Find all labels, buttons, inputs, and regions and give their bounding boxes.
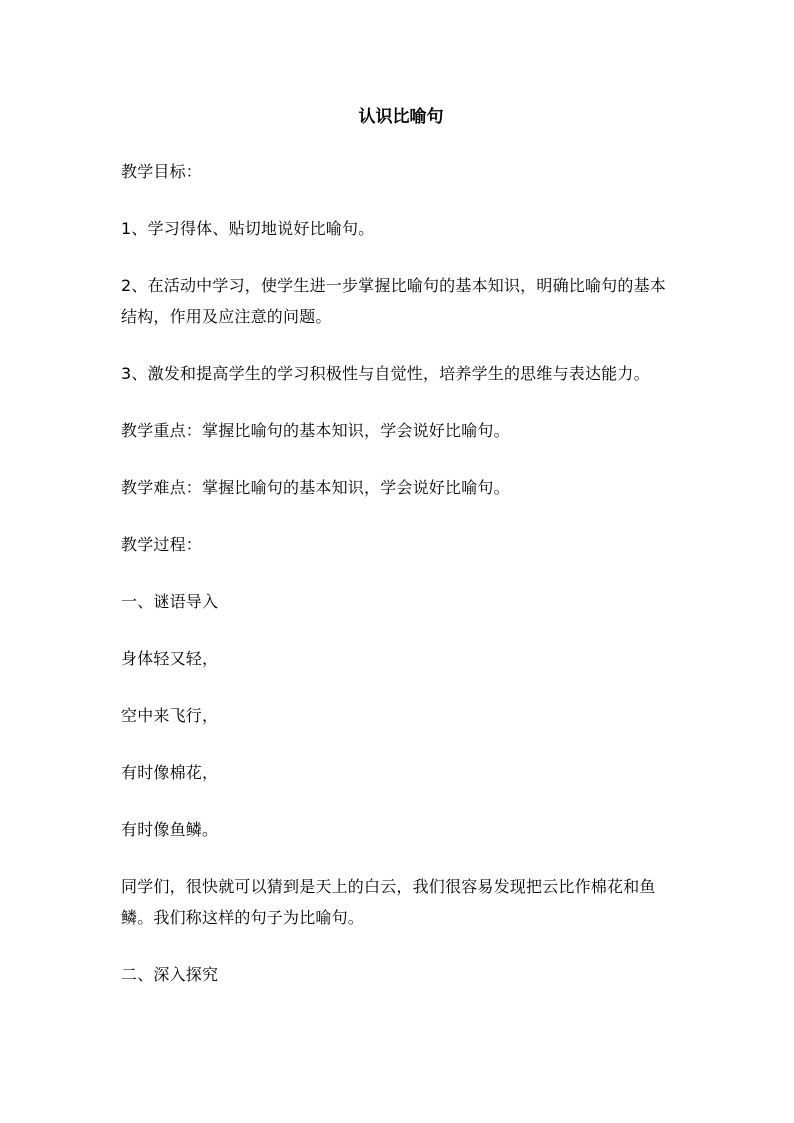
paragraph-key-point: 教学重点：掌握比喻句的基本知识，学会说好比喻句。 — [121, 421, 510, 440]
riddle-line-2: 空中来飞行， — [121, 706, 219, 725]
riddle-line-3: 有时像棉花， — [121, 763, 219, 782]
section-heading-explore: 二、深入探究 — [121, 965, 219, 984]
paragraph-objective-2: 2、在活动中学习，使学生进一步掌握比喻句的基本知识，明确比喻句的基本结构，作用及应注意的问题。 — [121, 276, 666, 326]
paragraph-objectives-heading: 教学目标： — [121, 162, 203, 181]
document-body — [121, 100, 681, 990]
paragraph-riddle-explanation: 同学们，很快就可以猜到是天上的白云，我们很容易发现把云比作棉花和鱼鳞。我们称这样的句子为比喻句。 — [121, 877, 656, 927]
paragraph-difficult-point: 教学难点：掌握比喻句的基本知识，学会说好比喻句。 — [121, 478, 510, 497]
paragraph-process-heading: 教学过程： — [121, 535, 203, 554]
paragraph-objective-3: 3、激发和提高学生的学习积极性与自觉性，培养学生的思维与表达能力。 — [121, 364, 650, 383]
riddle-line-4: 有时像鱼鳞。 — [121, 820, 219, 839]
paragraph-objective-1: 1、学习得体、贴切地说好比喻句。 — [121, 219, 375, 238]
document-title: 认识比喻句 — [358, 107, 444, 127]
riddle-line-1: 身体轻又轻， — [121, 649, 219, 668]
section-heading-riddle: 一、谜语导入 — [121, 592, 219, 611]
